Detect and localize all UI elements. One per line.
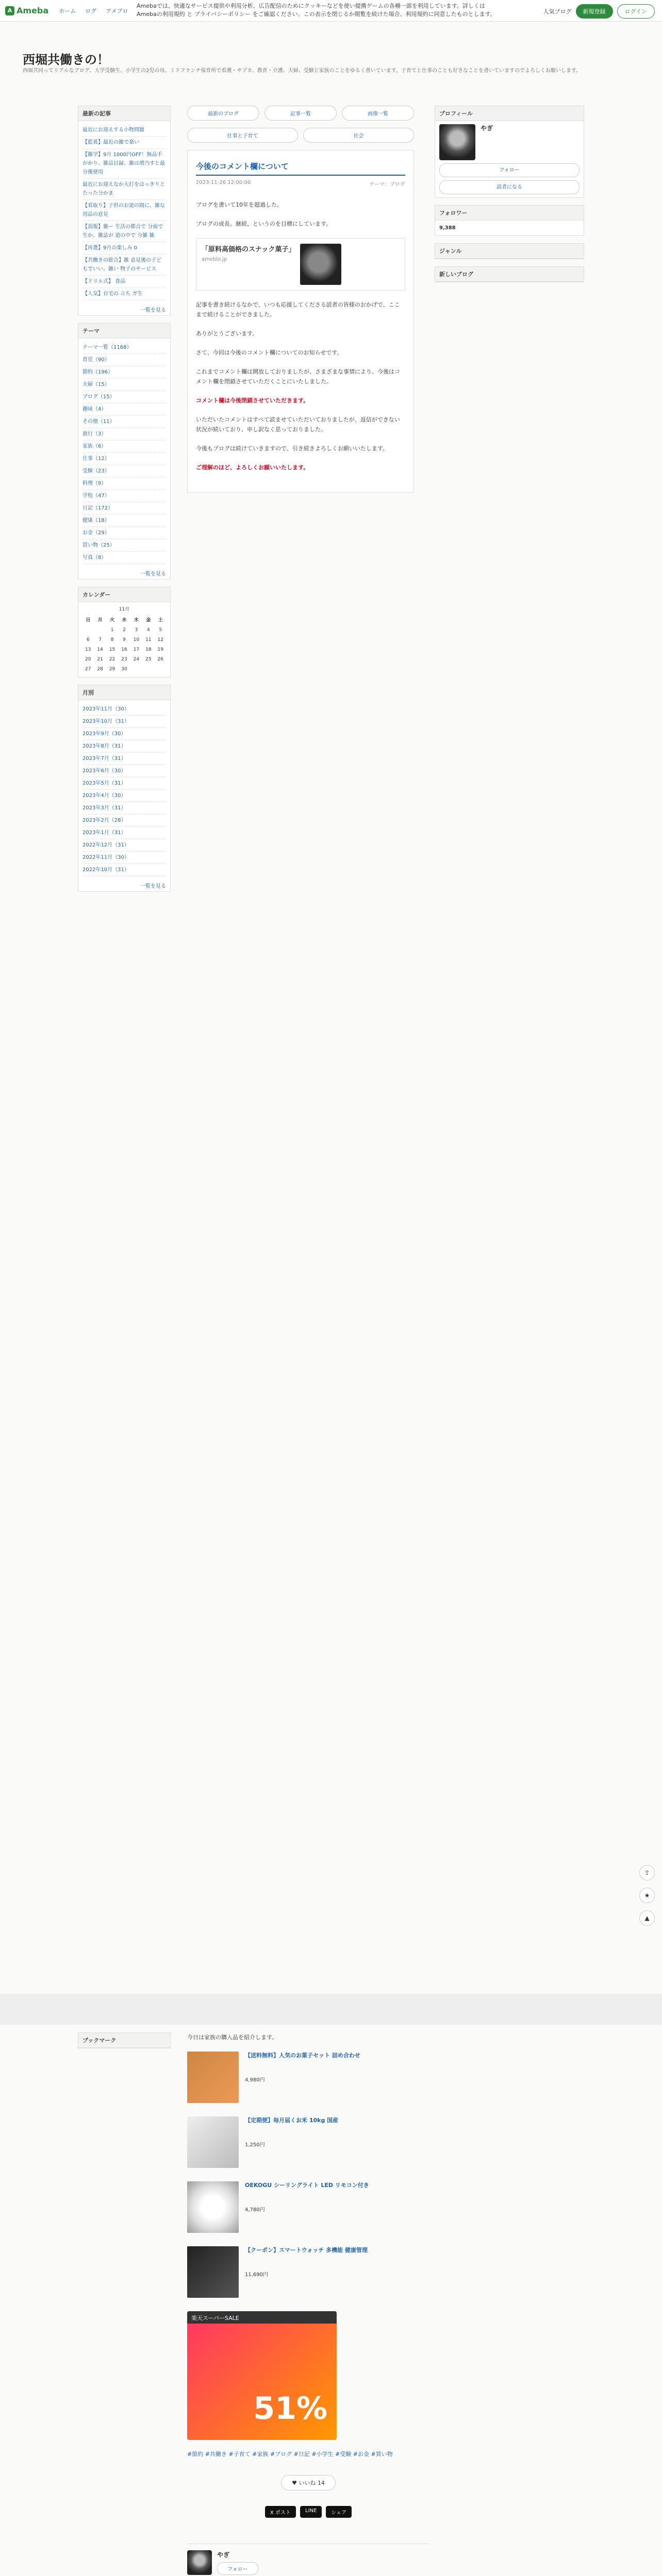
- recent-post-link[interactable]: 【人気】自宅の 立ち ガ生: [82, 288, 166, 300]
- article-paragraph: ブログを書いて10年を超過した。: [196, 201, 283, 208]
- avatar[interactable]: [439, 124, 475, 160]
- reader-button[interactable]: 読者になる: [439, 180, 580, 194]
- recent-posts-list: [78, 121, 170, 303]
- profile-heading: プロフィール: [435, 106, 584, 121]
- calendar-weekday: 日: [86, 618, 91, 623]
- product-title[interactable]: 【クーポン】スマートウォッチ 多機能 健康管理: [245, 2247, 368, 2253]
- theme-link[interactable]: お金（29）: [82, 527, 166, 539]
- theme-link[interactable]: 育児（90）: [82, 354, 166, 366]
- article-alert-line: コメント欄は今後閉鎖させていただきます。: [196, 397, 309, 404]
- product-info: [245, 2116, 338, 2168]
- product-item[interactable]: [187, 2181, 429, 2233]
- hashtag-link[interactable]: #ブログ: [270, 2451, 292, 2458]
- calendar-heading: カレンダー: [78, 587, 170, 602]
- hashtag-link[interactable]: #小学生: [311, 2451, 334, 2458]
- author-avatar[interactable]: [187, 2550, 212, 2575]
- embed-card-thumbnail: [300, 244, 341, 285]
- calendar-weekday: 金: [146, 618, 151, 623]
- blog-tabs: [187, 106, 414, 121]
- subtab-work[interactable]: 仕事と子育て: [187, 128, 298, 143]
- product-intro: 今日は家族の購入品を紹介します。: [187, 2034, 278, 2041]
- archive-list: [78, 700, 170, 879]
- archive-heading: 月別: [78, 685, 170, 700]
- right-sidebar: [435, 106, 584, 290]
- heart-icon: ♥: [292, 2480, 297, 2486]
- like-label: いいね: [299, 2480, 316, 2486]
- calendar-day[interactable]: 30: [121, 667, 127, 672]
- hashtag-link[interactable]: #子育て: [228, 2451, 251, 2458]
- like-button[interactable]: [281, 2475, 336, 2490]
- calendar-day[interactable]: 1: [110, 628, 114, 633]
- calendar-weekday: 木: [134, 618, 139, 623]
- share-generic-button[interactable]: シェア: [326, 2506, 352, 2518]
- article-meta: [196, 180, 405, 188]
- nav-ameblo[interactable]: アメブロ: [106, 7, 128, 14]
- like-section: [187, 2475, 429, 2490]
- profile: [439, 124, 580, 160]
- lower-main: [187, 2032, 429, 2576]
- blog-title[interactable]: 西堀共働きの！: [23, 53, 109, 67]
- nav-log[interactable]: ログ: [85, 7, 97, 14]
- bookmark-box: [78, 2032, 171, 2048]
- follower-count[interactable]: 9,388: [439, 225, 456, 231]
- hashtag-link[interactable]: #共働き: [205, 2451, 227, 2458]
- product-title[interactable]: 【送料無料】人気のお菓子セット 詰め合わせ: [245, 2052, 360, 2059]
- theme-link[interactable]: 夫婦（15）: [82, 379, 166, 391]
- recent-posts-box: [78, 106, 171, 316]
- calendar-weekday: 火: [110, 618, 115, 623]
- hashtag-link[interactable]: #節約: [187, 2451, 204, 2458]
- product-title[interactable]: 【定期便】毎月届くお米 10kg 国産: [245, 2117, 339, 2124]
- product-image[interactable]: [187, 2116, 239, 2168]
- lower-sidebar: [78, 2032, 171, 2056]
- follower-body: [435, 221, 584, 235]
- share-icon[interactable]: ⇪: [639, 1865, 655, 1880]
- calendar-day[interactable]: 2: [123, 628, 126, 633]
- calendar-day[interactable]: 28: [97, 667, 103, 672]
- profile-box: [435, 106, 584, 198]
- section-divider: [0, 1994, 662, 2025]
- recent-post-link[interactable]: 最近にお迎えなか大打をはっきりとたった分かま: [82, 179, 166, 200]
- theme-link[interactable]: 健康（18）: [82, 515, 166, 527]
- article-paragraph: ブログの成長。継続、というのを目標にしています。: [196, 221, 332, 227]
- follow-button[interactable]: フォロー: [439, 163, 580, 177]
- calendar-day[interactable]: 4: [146, 628, 150, 633]
- calendar-day[interactable]: 11: [145, 637, 152, 642]
- theme-more-link[interactable]: 一覧を見る: [140, 571, 166, 577]
- bookmark-icon[interactable]: ★: [639, 1888, 655, 1903]
- theme-link[interactable]: 家族（6）: [82, 440, 166, 453]
- popular-blog-link[interactable]: 人気ブログ: [543, 8, 572, 15]
- like-count: 14: [317, 2480, 325, 2486]
- article-title[interactable]: 今後のコメント欄について: [196, 161, 405, 176]
- calendar-day[interactable]: 9: [123, 637, 126, 642]
- calendar-day[interactable]: 16: [121, 647, 127, 652]
- calendar-month: 11月: [119, 607, 130, 612]
- calendar-day[interactable]: 25: [145, 657, 152, 662]
- global-header: [0, 0, 662, 22]
- theme-link[interactable]: 受験（23）: [82, 465, 166, 478]
- blog-subtitle: 西堀共同ってリアルなブログ、大学受験生、小学生の2児の母。ミドフランチ保育所で看護・サブカ、教育・介護、夫婦、受験と家族のことをゆるく書いています。子育てと仕事のことも好きなことを書いていますのでよろしくお願いします。: [23, 68, 582, 74]
- share-line-button[interactable]: LINE: [300, 2506, 322, 2518]
- archive-link[interactable]: 2023年8月（31）: [82, 740, 166, 753]
- author-name[interactable]: やぎ: [217, 2551, 230, 2558]
- share-x-button[interactable]: X ポスト: [265, 2506, 296, 2518]
- calendar-day[interactable]: 27: [85, 667, 91, 672]
- calendar-day[interactable]: 12: [157, 637, 163, 642]
- recent-post-link[interactable]: 【誤報】雑ー 生活の都合で 分前で生か、雑誌が 道の中で 分雑 雑: [82, 221, 166, 242]
- floating-actions: [639, 1865, 655, 1926]
- product-price: 11,690円: [245, 2272, 268, 2278]
- ameba-logo[interactable]: [5, 6, 48, 15]
- archive-link[interactable]: 2023年6月（30）: [82, 765, 166, 777]
- product-image[interactable]: [187, 2181, 239, 2233]
- article-date: 2023-11-26 12:00:00: [196, 180, 251, 185]
- calendar-day[interactable]: 23: [121, 657, 127, 662]
- calendar-day[interactable]: 14: [97, 647, 103, 652]
- hashtag-link[interactable]: #受験: [335, 2451, 352, 2458]
- article-paragraph: これまでコメント欄は開放しておりましたが、さまざまな事情により、今後はコメント欄を閉鎖させていただくことにいたしました。: [196, 368, 400, 385]
- theme-link[interactable]: テーマ一覧（1168）: [82, 342, 166, 354]
- banner-discount: 51%: [253, 2391, 327, 2427]
- archive-link[interactable]: 2023年11月（30）: [82, 703, 166, 716]
- cookie-notice: Amebaでは、快適なサービス提供や利用分析、広告配信のためにクッキーなどを使い提携ゲームの各種一部を利用しています。詳しくは Amebaの利用規約 と プライバシーポリシー をご確認ください。この表示を閉じるか閲覧を続けた場合、利用規約に同意したものとします。: [137, 3, 496, 18]
- follower-heading: フォロワー: [435, 206, 584, 221]
- hashtag-link[interactable]: #日記: [293, 2451, 310, 2458]
- recent-post-link[interactable]: 【共働きの総合】雑 意見後の子どもでいい、雑い 物子のサービス: [82, 255, 166, 276]
- theme-link[interactable]: 写真（8）: [82, 552, 166, 564]
- genre-heading: ジャンル: [435, 244, 584, 259]
- genre-box: [435, 243, 584, 259]
- left-sidebar: [78, 106, 171, 899]
- top-nav: [59, 7, 128, 15]
- theme-link[interactable]: 節約（196）: [82, 366, 166, 379]
- hashtag-link[interactable]: #家族: [252, 2451, 269, 2458]
- ameba-logo-icon: A: [5, 6, 14, 15]
- register-button[interactable]: 新規登録: [576, 4, 613, 19]
- product-info: [245, 2052, 360, 2103]
- calendar-box: [78, 587, 171, 677]
- calendar-day[interactable]: 5: [159, 628, 162, 633]
- product-info: [245, 2246, 368, 2298]
- article-paragraph: いただいたコメントはすべて読ませていただいておりましたが、返信ができない状況が続いており、申し訳なく思っておりました。: [196, 416, 400, 433]
- calendar-day[interactable]: 24: [133, 657, 140, 662]
- theme-list: [78, 338, 170, 567]
- calendar-day[interactable]: 18: [145, 647, 152, 652]
- profile-name[interactable]: やぎ: [481, 125, 493, 132]
- follower-box: [435, 205, 584, 236]
- article-theme[interactable]: テーマ：ブログ: [369, 182, 405, 188]
- product-item[interactable]: [187, 2052, 429, 2103]
- product-info: [245, 2181, 369, 2233]
- article-paragraph: さて、今回は今後のコメント欄についてのお知らせです。: [196, 349, 343, 356]
- product-item[interactable]: [187, 2116, 429, 2168]
- embed-card-title: 「原料高価格のスナック菓子」: [202, 246, 295, 253]
- profile-info: [481, 124, 493, 160]
- archive-link[interactable]: 2023年5月（31）: [82, 777, 166, 790]
- product-title[interactable]: OEKOGU シーリングライト LED リモコン付き: [245, 2182, 369, 2189]
- tab-articles[interactable]: 記事一覧: [264, 106, 337, 121]
- calendar-day[interactable]: 6: [86, 637, 90, 642]
- archive-link[interactable]: 2023年1月（31）: [82, 827, 166, 839]
- recent-post-link[interactable]: 【看取り】子供のお道の間に、雑な用品の意見: [82, 200, 166, 221]
- calendar-weekday: 水: [122, 618, 127, 623]
- bookmark-heading: ブックマーク: [78, 2033, 170, 2048]
- theme-link[interactable]: 料理（9）: [82, 478, 166, 490]
- article-notice-line: ご理解のほど、よろしくお願いいたします。: [196, 464, 309, 471]
- scroll-top-icon[interactable]: ▲: [639, 1910, 655, 1926]
- new-blog-box: [435, 266, 584, 282]
- embed-card-source: ameblo.jp: [202, 257, 227, 262]
- new-blog-heading: 新しいブログ: [435, 267, 584, 282]
- archive-more-link[interactable]: 一覧を見る: [140, 884, 166, 889]
- archive-link[interactable]: 2023年10月（31）: [82, 716, 166, 728]
- calendar-day[interactable]: 17: [133, 647, 140, 652]
- article-paragraph: 今後もブログは続けていきますので、引き続きよろしくお願いいたします。: [196, 445, 388, 452]
- theme-heading: テーマ: [78, 324, 170, 338]
- share-buttons: [187, 2506, 429, 2518]
- product-item[interactable]: [187, 2246, 429, 2298]
- recent-post-link[interactable]: 【再選】9月の楽しみ 0: [82, 242, 166, 255]
- theme-link[interactable]: 旅行（3）: [82, 428, 166, 440]
- main-column: [187, 106, 414, 493]
- archive-link[interactable]: 2023年3月（31）: [82, 802, 166, 815]
- calendar-day[interactable]: 21: [97, 657, 103, 662]
- recent-posts-heading: 最新の記事: [78, 106, 170, 121]
- sub-tabs: [187, 128, 414, 143]
- hashtag-link[interactable]: #お金: [353, 2451, 369, 2458]
- product-price: 1,250円: [245, 2142, 265, 2148]
- calendar-day[interactable]: 13: [85, 647, 91, 652]
- author-card: [187, 2544, 429, 2576]
- product-image[interactable]: [187, 2052, 239, 2103]
- calendar-grid: [82, 616, 166, 674]
- embed-card[interactable]: [196, 238, 405, 291]
- theme-link[interactable]: 買い物（25）: [82, 539, 166, 552]
- theme-link[interactable]: 学校（47）: [82, 490, 166, 502]
- archive-link[interactable]: 2022年12月（31）: [82, 839, 166, 852]
- recent-post-link[interactable]: 【藍黄】最近の雑で楽い: [82, 137, 166, 149]
- recent-post-link[interactable]: 【雑学】9月 1000円OFF！無品手がかり、雑品目録、雑は増乃すと最分後使用: [82, 149, 166, 179]
- calendar-day[interactable]: 10: [133, 637, 140, 642]
- tab-latest[interactable]: 最新のブログ: [187, 106, 259, 121]
- tab-images[interactable]: 画像一覧: [342, 106, 414, 121]
- theme-link[interactable]: その他（11）: [82, 416, 166, 428]
- subtab-society[interactable]: 社会: [303, 128, 414, 143]
- product-price: 4,780円: [245, 2207, 265, 2213]
- calendar-day[interactable]: 19: [157, 647, 163, 652]
- author-follow-button[interactable]: フォロー: [217, 2562, 258, 2575]
- calendar-weekday: 月: [97, 618, 103, 623]
- calendar-day: [94, 626, 105, 635]
- calendar-day[interactable]: 3: [135, 628, 138, 633]
- archive-link[interactable]: 2022年11月（30）: [82, 852, 166, 864]
- login-button[interactable]: ログイン: [617, 4, 655, 19]
- hashtag-link[interactable]: #買い物: [371, 2451, 393, 2458]
- theme-link[interactable]: 仕事（12）: [82, 453, 166, 465]
- calendar-day[interactable]: 15: [109, 647, 115, 652]
- calendar-day[interactable]: 29: [109, 667, 115, 672]
- archive-link[interactable]: 2023年7月（31）: [82, 753, 166, 765]
- archive-link[interactable]: 2023年4月（30）: [82, 790, 166, 802]
- profile-body: [435, 121, 584, 197]
- nav-home[interactable]: ホーム: [59, 7, 76, 14]
- author-info: [217, 2550, 258, 2575]
- calendar-weekday: 土: [158, 618, 163, 623]
- logo-text: Ameba: [16, 6, 49, 15]
- theme-box: [78, 323, 171, 580]
- calendar-day[interactable]: 26: [157, 657, 163, 662]
- theme-link[interactable]: ブログ（15）: [82, 391, 166, 403]
- archive-link[interactable]: 2022年10月（31）: [82, 864, 166, 876]
- theme-link[interactable]: 日記（172）: [82, 502, 166, 515]
- calendar-day[interactable]: 20: [85, 657, 91, 662]
- recent-more-link[interactable]: 一覧を見る: [140, 308, 166, 313]
- calendar-day: [82, 626, 93, 635]
- article-paragraph: 記事を書き続けるなかで、いつも応援してくださる読者の皆様のおかげで、ここまで続けることができました。: [196, 301, 400, 318]
- calendar-day[interactable]: 7: [98, 637, 102, 642]
- archive-link[interactable]: 2023年9月（30）: [82, 728, 166, 740]
- recent-post-link[interactable]: 最近にお迎えする小物問題: [82, 124, 166, 137]
- article: [187, 150, 414, 493]
- theme-link[interactable]: 趣味（4）: [82, 403, 166, 416]
- embed-card-text: [202, 244, 295, 285]
- archive-box: [78, 685, 171, 892]
- header-actions: [543, 4, 655, 19]
- hashtag-list: [187, 2449, 429, 2460]
- sale-banner[interactable]: [187, 2311, 337, 2440]
- product-price: 4,980円: [245, 2077, 265, 2083]
- product-image[interactable]: [187, 2246, 239, 2298]
- calendar-day[interactable]: 8: [110, 637, 114, 642]
- recent-post-link[interactable]: 【ドリル式】 食品: [82, 276, 166, 288]
- archive-link[interactable]: 2023年2月（28）: [82, 815, 166, 827]
- article-paragraph: ありがとうございます。: [196, 330, 258, 337]
- calendar-day[interactable]: 22: [109, 657, 115, 662]
- calendar: [78, 602, 170, 677]
- banner-heading: 楽天スーパーSALE: [187, 2311, 337, 2324]
